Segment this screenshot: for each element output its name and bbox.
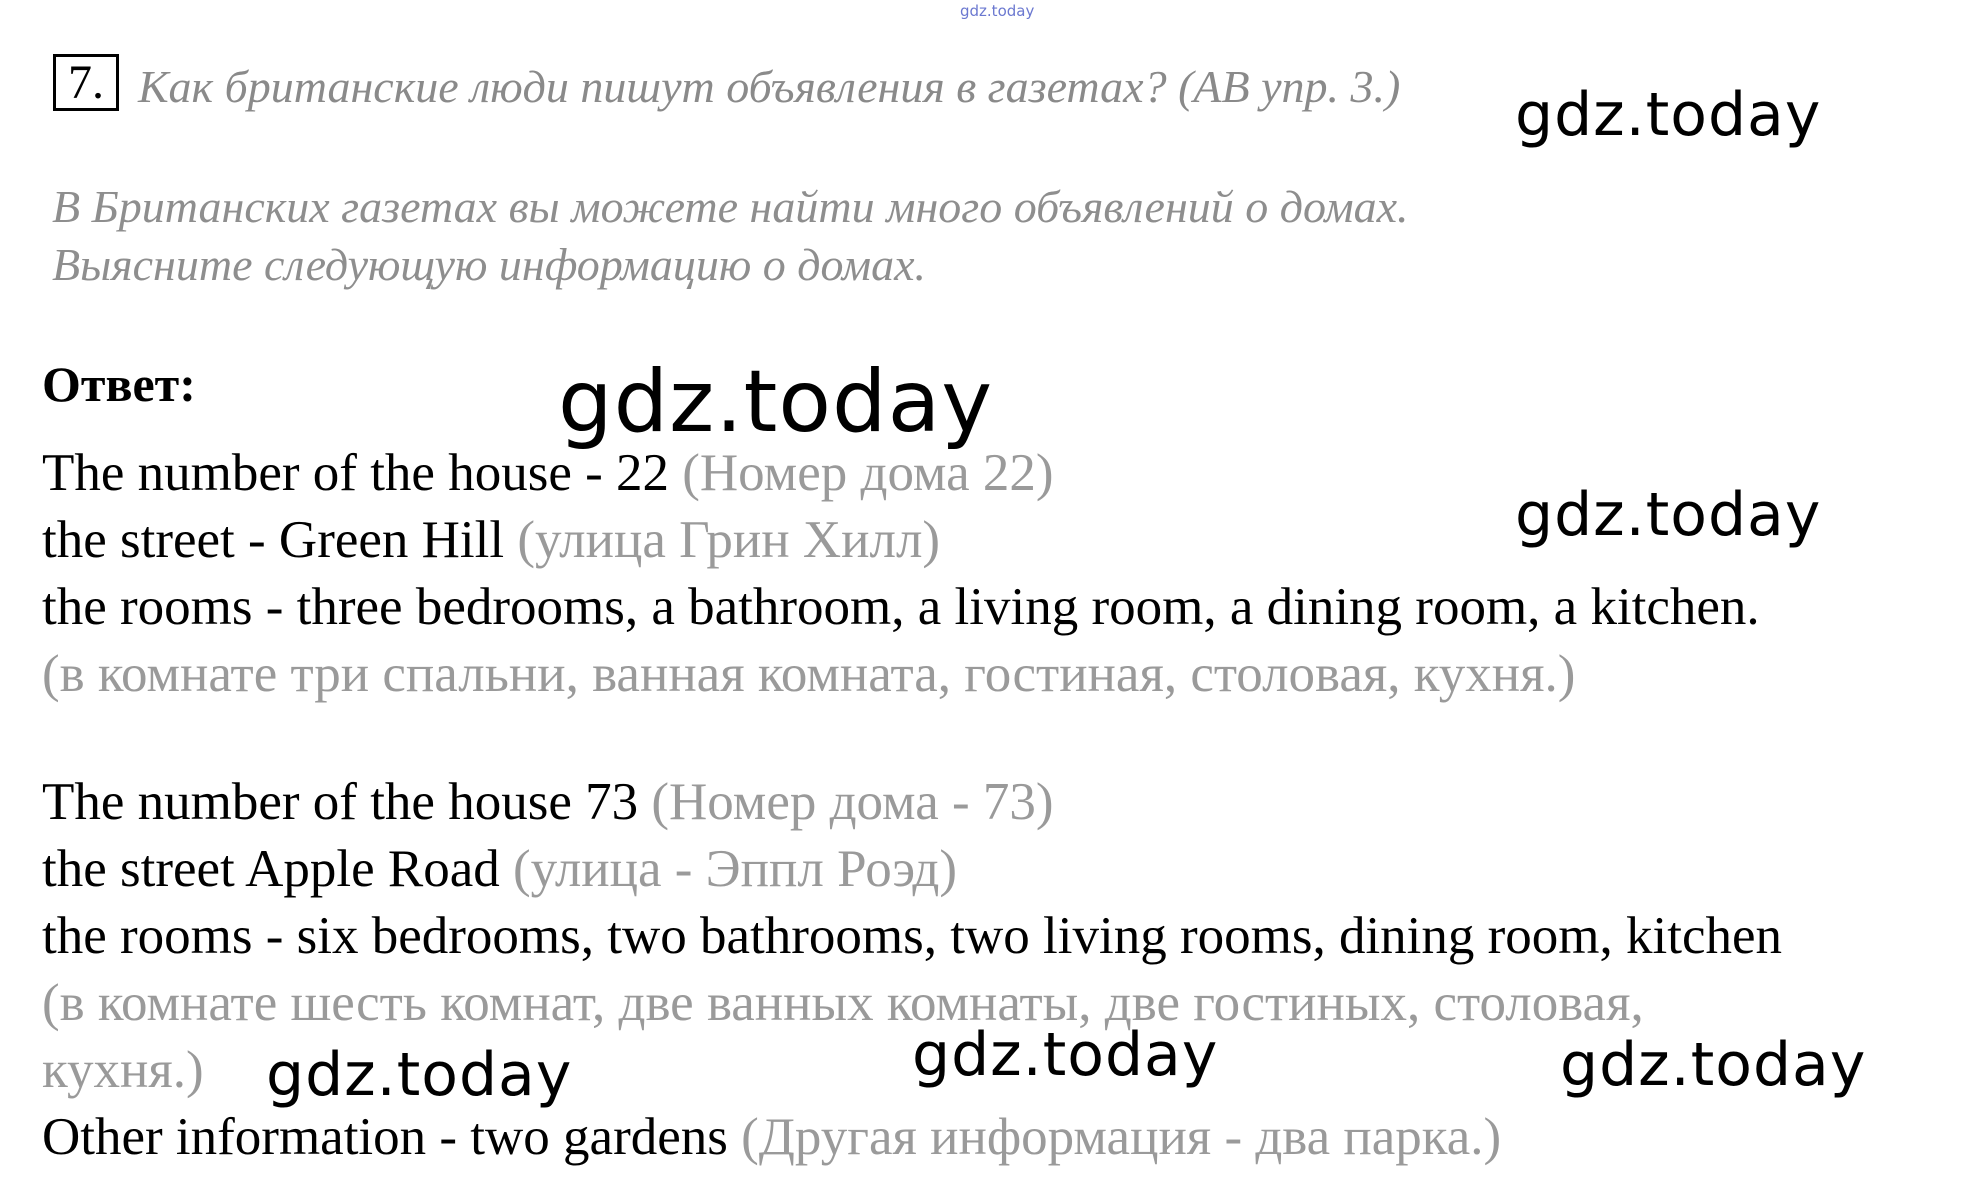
house1-number-ru: (Номер дома 22): [682, 444, 1054, 502]
house2-other-line: [42, 1104, 1782, 1171]
intro-line: В Британских газетах вы можете найти много объявлений о домах.: [52, 181, 1409, 232]
house2-rooms-line: [42, 903, 1782, 970]
watermark: gdz.today: [266, 1040, 573, 1110]
house2-number-ru: (Номер дома - 73): [651, 773, 1054, 831]
house2-other-en: Other information - two gardens: [42, 1108, 728, 1166]
house2-number-en: The number of the house 73: [42, 773, 639, 831]
house1-street-ru: (улица Грин Хилл): [517, 511, 941, 569]
intro-line: Выясните следующую информацию о домах.: [52, 239, 927, 290]
answer-label: Ответ:: [42, 356, 196, 412]
house1-number-en: The number of the house - 22: [42, 444, 669, 502]
house2-number-line: [42, 769, 1782, 836]
house1-rooms-line: [42, 574, 1782, 641]
house2-street-en: the street Apple Road: [42, 840, 500, 898]
house2-street-ru: (улица - Эппл Роэд): [513, 840, 958, 898]
house2-rooms-en: the rooms - six bedrooms, two bathrooms, two living rooms, dining room, kitchen: [42, 907, 1783, 965]
task-number: 7.: [53, 54, 119, 111]
house1-rooms-ru-line: [42, 641, 1782, 708]
watermark: gdz.today: [558, 352, 994, 452]
house2-other-ru: (Другая информация - два парка.): [741, 1108, 1502, 1166]
house2-rooms-ru-1: (в комнате шесть комнат, две ванных комнаты, две гостиных, столовая,: [42, 974, 1644, 1032]
watermark: gdz.today: [1515, 480, 1822, 550]
site-mark: gdz.today: [960, 2, 1035, 20]
house1-rooms-en: the rooms - three bedrooms, a bathroom, a living room, a dining room, a kitchen.: [42, 578, 1760, 636]
paragraph-gap: [42, 708, 1782, 769]
task-intro: [52, 178, 1409, 294]
watermark: gdz.today: [1515, 80, 1822, 150]
house2-street-line: [42, 836, 1782, 903]
watermark: gdz.today: [912, 1020, 1219, 1090]
house2-rooms-ru-2: кухня.): [42, 1041, 204, 1099]
watermark: gdz.today: [1560, 1030, 1867, 1100]
house1-street-en: the street - Green Hill: [42, 511, 505, 569]
house1-rooms-ru: (в комнате три спальни, ванная комната, гостиная, столовая, кухня.): [42, 645, 1576, 703]
task-title: Как британские люди пишут объявления в газетах? (АВ упр. 3.): [138, 61, 1401, 112]
